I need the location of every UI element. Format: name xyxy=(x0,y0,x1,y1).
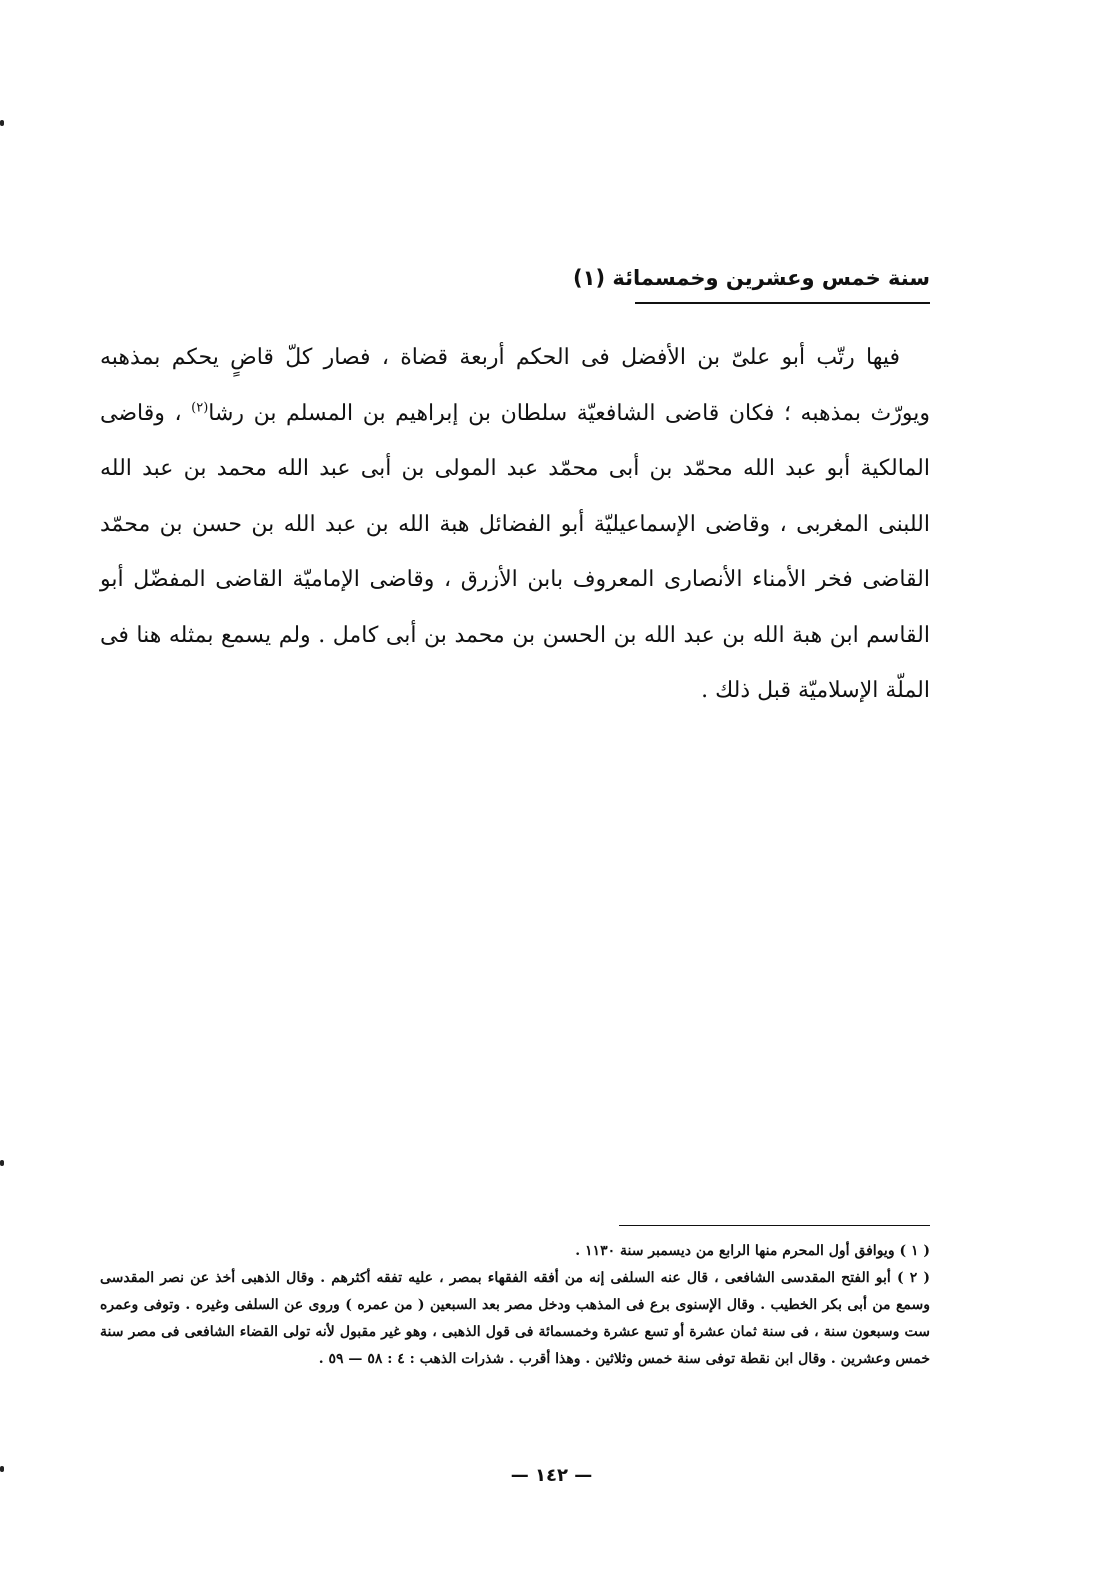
section-heading: سنة خمس وعشرين وخمسمائة (١) xyxy=(573,266,930,290)
footnote-separator xyxy=(619,1225,930,1226)
margin-mark xyxy=(0,120,4,126)
heading-underline xyxy=(635,302,930,304)
footnote-1: ( ١ ) ويوافق أول المحرم منها الرابع من ديسمبر سنة ١١٣٠ . xyxy=(575,1243,930,1259)
footnote-2: ( ٢ ) أبو الفتح المقدسى الشافعى ، قال عنه السلفى إنه من أفقه الفقهاء بمصر ، عليه تفقه أكثرهم . وقال الذهبى أخذ عن نصر المقدسى وسمع من أبى بكر الخطيب . وقال الإسنوى برع فى المذهب ودخل مصر بعد السبعين ( من عمره ) وروى عن السلفى وغيره . وتوفى وعمره ست وسبعون سنة ، فى سنة ثمان عشرة أو تسع عشرة وخمسمائة فى قول الذهبى ، وهو غير مقبول لأنه تولى القضاء الشافعى فى مصر سنة خمس وعشرين . وقال ابن نقطة توفى سنة خمس وثلاثين . وهذا أقرب . شذرات الذهب : ٤ : ٥٨ — ٥٩ . xyxy=(100,1270,930,1367)
body-paragraph xyxy=(100,330,930,719)
margin-mark xyxy=(0,1466,4,1472)
body-text xyxy=(100,330,930,719)
page-number: — ١٤٢ — xyxy=(510,1465,593,1486)
paragraph-part-2: ، وقاضى المالكية أبو عبد الله محمّد بن أبى محمّد عبد المولى بن أبى عبد الله محمد بن عبد الله اللبنى المغربى ، وقاضى الإسماعيليّة أبو الفضائل هبة الله بن عبد الله بن حسن بن محمّد القاضى فخر الأمناء الأنصارى المعروف بابن الأزرق ، وقاضى الإماميّة القاضى المفضّل أبو القاسم ابن هبة الله بن عبد الله بن الحسن بن محمد بن أبى كامل . ولم يسمع بمثله هنا فى الملّة الإسلاميّة قبل ذلك . xyxy=(100,400,930,703)
footnote-reference[interactable]: (٢) xyxy=(191,400,209,416)
paragraph-part-1: فيها رتّب أبو علىّ بن الأفضل فى الحكم أربعة قضاة ، فصار كلّ قاضٍ يحكم بمذهبه ويورّث بمذهبه ؛ فكان قاضى الشافعيّة سلطان بن إبراهيم بن المسلم بن رشا xyxy=(100,345,930,426)
footnotes xyxy=(100,1238,930,1373)
margin-mark xyxy=(0,1160,4,1166)
